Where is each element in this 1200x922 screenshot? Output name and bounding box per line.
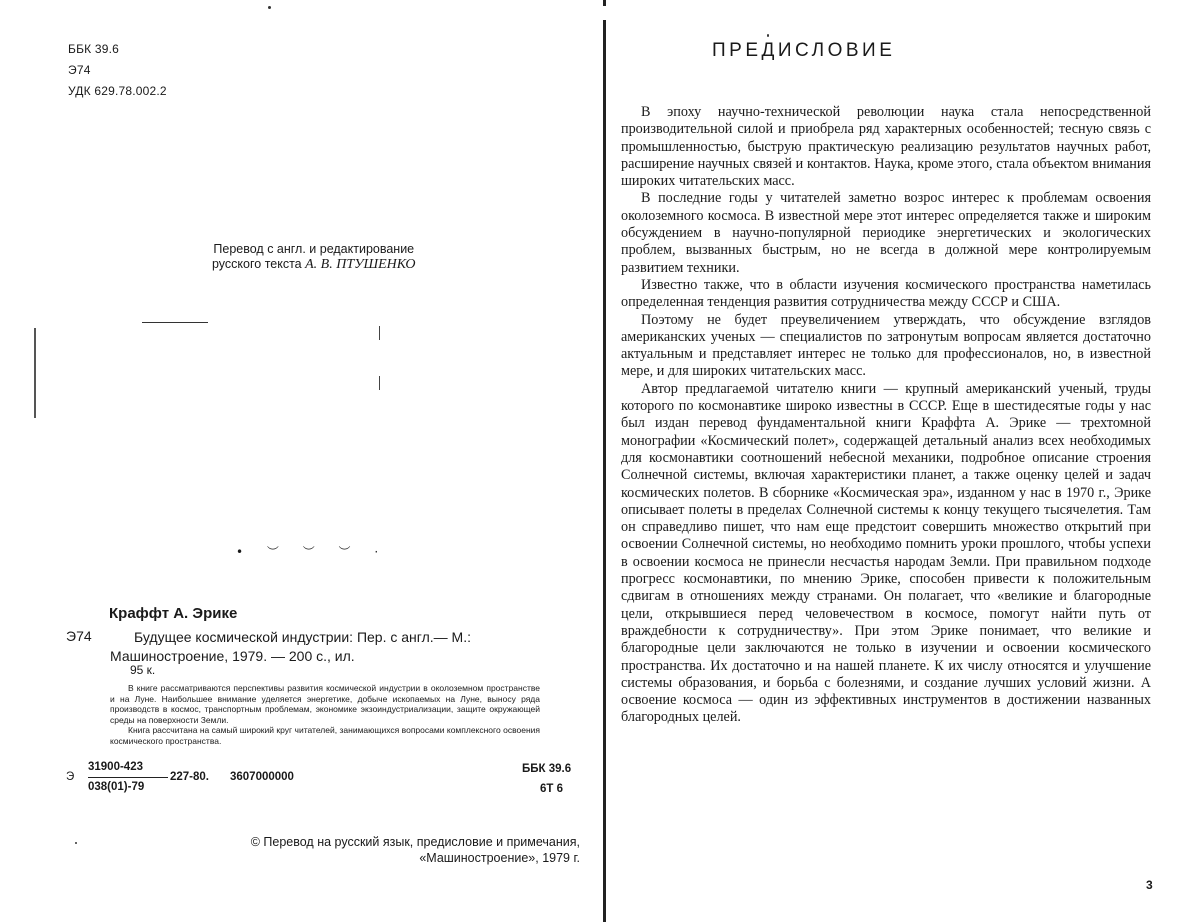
- abstract: [110, 683, 540, 746]
- fraction-suffix: 227-80.: [170, 771, 210, 783]
- copyright-line-2: «Машиностроение», 1979 г.: [419, 851, 580, 865]
- catalog-code: Э74: [66, 628, 92, 644]
- preface-paragraph: Известно также, что в области изучения космического пространства наметилась определенная тенденция развития сотрудничества между СССР и США.: [621, 276, 1151, 311]
- catalog-index: Э74: [68, 63, 91, 77]
- spine-gap: [603, 6, 606, 20]
- preface-body: [621, 104, 1151, 727]
- abstract-paragraph: Книга рассчитана на самый широкий круг читателей, занимающихся вопросами комплексного освоения космического пространства.: [110, 725, 540, 746]
- translator-line-2: [212, 257, 416, 272]
- preface-paragraph: Поэтому не будет преувеличением утверждать, что обсуждение взглядов американских ученых — специалистов по затронутым вопросам является достаточно актуальным и представляет интерес не только для профессионалов, но, в известной мере, и для широких читательских масс.: [621, 311, 1151, 380]
- fraction-bar: [88, 777, 168, 778]
- fraction-prefix: Э: [66, 771, 75, 783]
- fraction-numerator: 31900-423: [88, 761, 143, 773]
- translator-line-2-text: русского текста: [212, 257, 302, 271]
- page-number: 3: [1146, 878, 1153, 892]
- translator-credit: [212, 242, 416, 272]
- translator-name: А. В. ПТУШЕНКО: [305, 257, 416, 272]
- bbk-code: ББК 39.6: [68, 42, 120, 56]
- biblio-line-2: Машиностроение, 1979. — 200 с., ил.: [110, 648, 355, 664]
- bibliographic-entry: [110, 628, 550, 666]
- price: 95 к.: [130, 663, 156, 677]
- print-mark: [379, 376, 380, 390]
- page-title: ПРЕДИСЛОВИЕ: [712, 40, 896, 61]
- preface-paragraph: В эпоху научно-технической революции наука стала непосредственной производительной силой и приобрела ряд характерных особенностей; тесную связь с промышленностью, быструю практическую реализацию результатов научных работ, расширение научных связей и контактов. Наука, кроме этого, стала объектом внимания широких читательских масс.: [621, 104, 1151, 190]
- scan-edge-mark: [34, 328, 36, 418]
- copyright-line-1: © Перевод на русский язык, предисловие и примечания,: [250, 835, 580, 849]
- decorative-dots: • ︶ ︶ ︶ ·: [236, 545, 389, 559]
- scan-speck: [75, 842, 77, 844]
- scan-speck: [268, 6, 271, 9]
- author-heading: Краффт А. Эрике: [109, 605, 238, 622]
- udk-code: УДК 629.78.002.2: [68, 84, 167, 98]
- print-mark: [379, 326, 380, 340]
- abstract-paragraph: В книге рассматриваются перспективы развития космической индустрии в околоземном пространстве и на Луне. Наибольшее внимание уделяется энергетике, добыче ископаемых на Луне, выносу ряда производств в космос, транспортным проблемам, экономике экзоиндустриализации, защите окружающей среды на поверхности Земли.: [110, 683, 540, 725]
- biblio-line-1: Будущее космической индустрии: Пер. с англ.— М.:: [134, 629, 471, 645]
- classification-code: 6Т 6: [540, 783, 564, 795]
- fraction-number: 3607000000: [230, 771, 294, 783]
- divider-rule: [142, 322, 208, 323]
- preface-paragraph: В последние годы у читателей заметно возрос интерес к проблемам освоения околоземного космоса. В известной мере этот интерес определяется также и широким обсуждением в научно-популярной периодике энергетических и экологических проблем, вызванных быстрым, но не всегда в должной мере контролируемым развитием техники.: [621, 190, 1151, 276]
- copyright-notice: [228, 834, 580, 866]
- book-spine: [603, 0, 606, 922]
- translator-line-1: Перевод с англ. и редактирование: [213, 242, 415, 256]
- scan-speck: [767, 34, 769, 37]
- bbk-right: ББК 39.6: [522, 763, 572, 775]
- preface-paragraph: Автор предлагаемой читателю книги — крупный американский ученый, труды которого по космонавтике широко известны в СССР. Еще в шестидесятые годы у нас был издан перевод фундаментальной книги Краффта А. Эрике — трехтомной монографии «Космический полет», содержащей детальный анализ всех необходимых для космонавтики соотношений небесной механики, подробное описание строения Солнечной системы, включая характеристики планет, а также оценку целей и задач космических полетов. В сборнике «Космическая эра», изданном у нас в 1970 г., Эрике описывает полеты в пределах Солнечной системы к концу текущего тысячелетия. Там он справедливо пишет, что нам еще предстоит совершить множество открытий при освоении Солнечной системы, но необходимо помнить уроки прошлого, чтобы успехи в освоении космоса не принесли несчастья народам Земли. При правильном подходе прогресс космонавтики, по мнению Эрике, способен привести к положительным сдвигам в отношениях между странами. Он полагает, что «великие и благородные цели, открывшиеся перед человечеством в космосе, помогут найти путь от враждебности к сотрудничеству». При этом Эрике понимает, что великие и благородные цели заключаются не только в изучении и освоении космического пространства. Их достаточно и на нашей планете. К их числу относятся и улучшение системы образования, и борьба с болезнями, и создание лучших условий жизни. А освоение космоса — один из эффективных инструментов в достижении названных благородных целей.: [621, 380, 1151, 726]
- fraction-denominator: 038(01)-79: [88, 781, 145, 793]
